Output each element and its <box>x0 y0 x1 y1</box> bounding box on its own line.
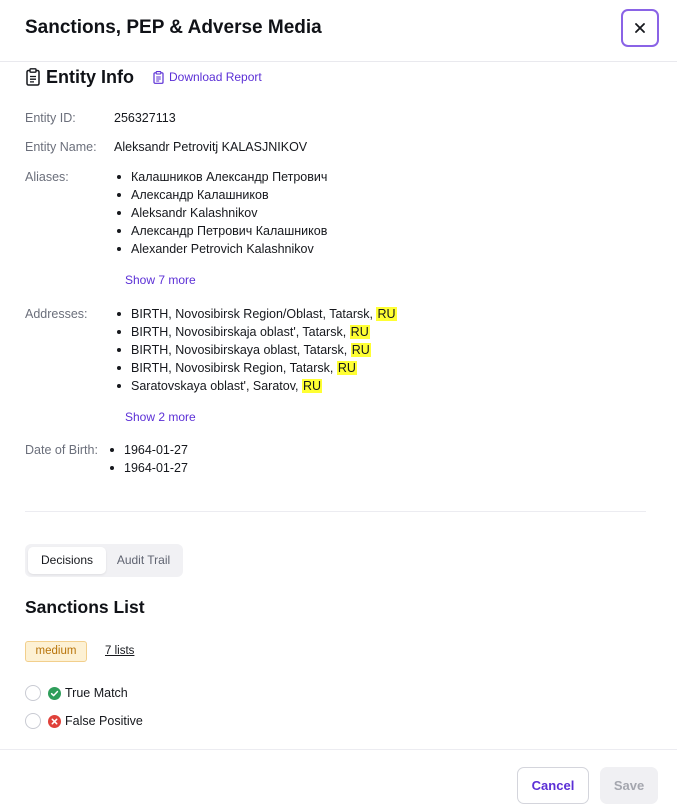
true-match-label: True Match <box>65 686 128 700</box>
modal-header <box>0 0 677 62</box>
alias-item: Alexander Petrovich Kalashnikov <box>114 240 327 258</box>
false-positive-radio[interactable] <box>25 713 41 729</box>
address-item <box>114 323 397 341</box>
alias-item: Aleksandr Kalashnikov <box>114 204 327 222</box>
country-highlight: RU <box>303 379 322 393</box>
alias-item: Александр Петрович Калашников <box>114 222 327 240</box>
modal-title: Sanctions, PEP & Adverse Media <box>25 17 322 38</box>
section-divider <box>25 511 646 512</box>
risk-level-badge: medium <box>25 641 87 662</box>
entity-id-value: 256327113 <box>114 111 176 125</box>
download-report-link[interactable] <box>153 70 262 84</box>
dob-item: 1964-01-27 <box>107 459 188 477</box>
tab-decisions[interactable]: Decisions <box>28 547 106 574</box>
true-match-option[interactable] <box>25 684 128 702</box>
cancel-button[interactable]: Cancel <box>517 767 589 804</box>
alias-item: Александр Калашников <box>114 186 327 204</box>
entity-info-heading <box>25 66 262 88</box>
address-item <box>114 305 397 323</box>
address-item <box>114 359 397 377</box>
modal-footer <box>0 749 677 809</box>
entity-id-label: Entity ID: <box>25 111 76 125</box>
clipboard-icon <box>25 68 41 86</box>
alias-item: Калашников Александр Петрович <box>114 168 327 186</box>
dob-list <box>107 441 188 477</box>
lists-count-link[interactable]: 7 lists <box>105 645 135 657</box>
tab-audit-trail[interactable]: Audit Trail <box>116 553 171 567</box>
address-text: Saratovskaya oblast', Saratov, <box>131 379 302 393</box>
download-report-label: Download Report <box>169 70 262 84</box>
aliases-list <box>114 168 327 258</box>
show-more-aliases-link[interactable]: Show 7 more <box>125 273 196 287</box>
save-button[interactable]: Save <box>600 767 658 804</box>
address-item <box>114 377 397 395</box>
addresses-list <box>114 305 397 395</box>
address-text: BIRTH, Novosibirskaya oblast, Tatarsk, <box>131 343 351 357</box>
check-circle-icon <box>48 687 61 700</box>
false-positive-option[interactable] <box>25 712 143 730</box>
true-match-radio[interactable] <box>25 685 41 701</box>
address-text: BIRTH, Novosibirsk Region/Oblast, Tatarsk, <box>131 307 377 321</box>
x-circle-icon <box>48 715 61 728</box>
dob-item: 1964-01-27 <box>107 441 188 459</box>
country-highlight: RU <box>351 343 370 357</box>
aliases-label: Aliases: <box>25 170 69 184</box>
address-text: BIRTH, Novosibirsk Region, Tatarsk, <box>131 361 337 375</box>
clipboard-icon <box>153 71 164 84</box>
close-button[interactable] <box>621 9 659 47</box>
sanctions-list-title: Sanctions List <box>25 597 145 617</box>
country-highlight: RU <box>377 307 396 321</box>
country-highlight: RU <box>337 361 356 375</box>
addresses-label: Addresses: <box>25 307 88 321</box>
show-more-addresses-link[interactable]: Show 2 more <box>125 410 196 424</box>
entity-name-label: Entity Name: <box>25 140 97 154</box>
tab-bar <box>25 544 183 577</box>
address-item <box>114 341 397 359</box>
dob-label: Date of Birth: <box>25 443 98 457</box>
close-icon <box>634 22 646 34</box>
country-highlight: RU <box>350 325 369 339</box>
false-positive-label: False Positive <box>65 714 143 728</box>
entity-name-value: Aleksandr Petrovitj KALASJNIKOV <box>114 140 308 154</box>
address-text: BIRTH, Novosibirskaja oblast', Tatarsk, <box>131 325 350 339</box>
entity-info-title: Entity Info <box>46 66 134 87</box>
